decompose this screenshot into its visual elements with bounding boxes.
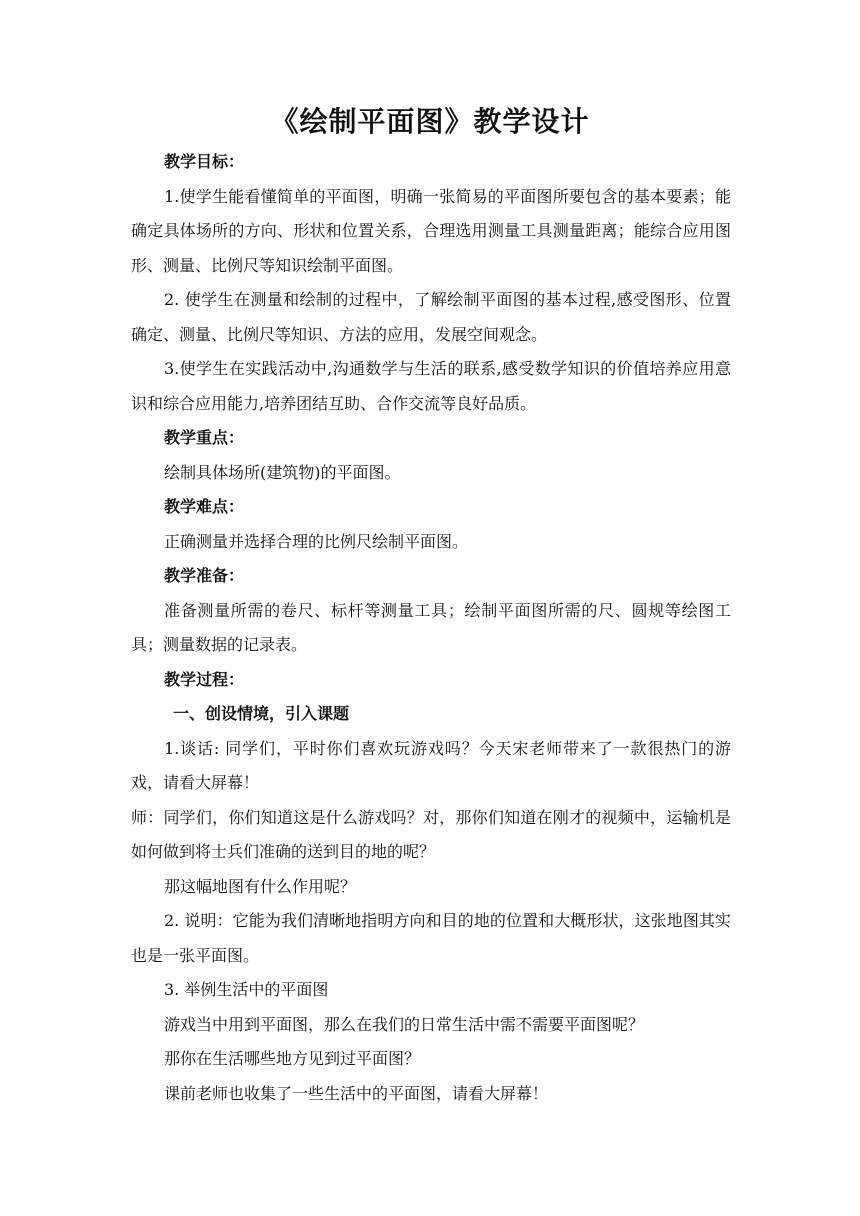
objective-3: 3.使学生在实践活动中,沟通数学与生活的联系,感受数学知识的价值培养应用意识和综合应用能力,培养团结互助、合作交流等良好品质。 (131, 359, 731, 413)
document-body (131, 145, 731, 1111)
paragraph-3: 那这幅地图有什么作用呢？ (164, 876, 357, 896)
section-1-heading: 一、创设情境，引入课题 (173, 704, 350, 723)
key-points-text: 绘制具体场所(建筑物)的平面图。 (164, 462, 401, 482)
paragraph-4: 2. 说明：它能为我们清晰地指明方向和目的地的位置和大概形状，这张地图其实也是一张平面图。 (131, 911, 731, 965)
paragraph-8: 课前老师也收集了一些生活中的平面图，请看大屏幕！ (164, 1083, 549, 1103)
paragraph-5: 3. 举例生活中的平面图 (164, 980, 329, 999)
objective-1: 1.使学生能看懂简单的平面图，明确一张简易的平面图所要包含的基本要素；能确定具体场所的方向、形状和位置关系，合理选用测量工具测量距离；能综合应用图形、测量、比例尺等知识绘制平面图。 (131, 186, 731, 275)
difficulties-text: 正确测量并选择合理的比例尺绘制平面图。 (164, 531, 469, 551)
paragraph-7: 那你在生活哪些地方见到过平面图？ (164, 1049, 421, 1068)
document-title: 《绘制平面图》教学设计 (270, 105, 590, 138)
key-points-heading: 教学重点： (164, 428, 245, 447)
preparation-text: 准备测量所需的卷尺、标杆等测量工具；绘制平面图所需的尺、圆规等绘图工具；测量数据的记录表。 (131, 600, 731, 654)
difficulties-heading: 教学难点： (164, 497, 245, 516)
objectives-heading: 教学目标： (164, 152, 245, 171)
paragraph-1: 1.谈话: 同学们，平时你们喜欢玩游戏吗？今天宋老师带来了一款很热门的游戏，请看大屏幕！ (131, 738, 731, 792)
paragraph-2: 师：同学们，你们知道这是什么游戏吗？对，那你们知道在刚才的视频中，运输机是如何做到将士兵们准确的送到目的地的呢？ (131, 807, 731, 861)
preparation-heading: 教学准备： (164, 566, 245, 585)
objective-2: 2. 使学生在测量和绘制的过程中，了解绘制平面图的基本过程,感受图形、位置确定、测量、比例尺等知识、方法的应用，发展空间观念。 (131, 290, 731, 344)
paragraph-6: 游戏当中用到平面图，那么在我们的日常生活中需不需要平面图呢？ (164, 1014, 645, 1034)
process-heading: 教学过程： (164, 669, 245, 689)
